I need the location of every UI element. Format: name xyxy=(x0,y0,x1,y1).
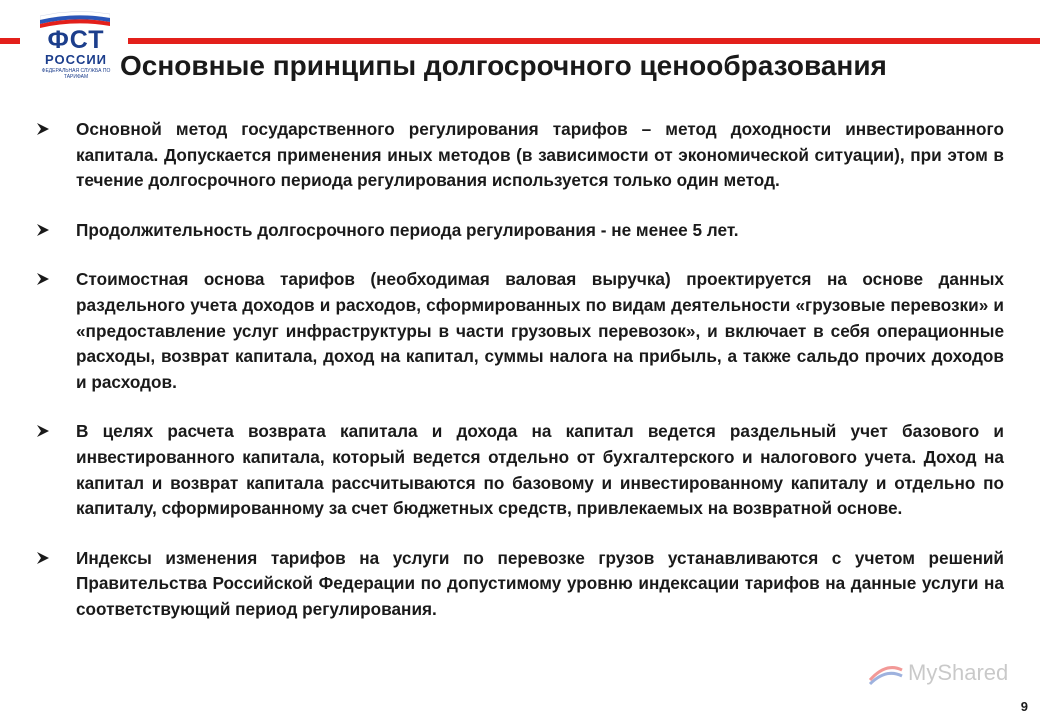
watermark xyxy=(868,660,1008,686)
bullet-item xyxy=(36,419,1004,521)
arrow-right-bullet-icon xyxy=(36,551,50,565)
arrow-right-bullet-icon xyxy=(36,223,50,237)
bullet-item xyxy=(36,117,1004,194)
slide-title: Основные принципы долгосрочного ценообразования xyxy=(120,50,887,81)
watermark-logo-icon xyxy=(868,660,904,686)
arrow-right-bullet-icon xyxy=(36,272,50,286)
bullet-item xyxy=(36,546,1004,623)
bullet-text: Основной метод государственного регулирования тарифов – метод доходности инвестированного капитала. Допускается применения иных методов (в зависимости от экономической ситуации), при этом в течение долгосрочного периода регулирования используется только один метод. xyxy=(76,119,1004,191)
bullet-list xyxy=(36,117,1004,647)
logo-text-russia: РОССИИ xyxy=(44,52,108,67)
bullet-item xyxy=(36,218,1004,244)
bullet-text: Стоимостная основа тарифов (необходимая валовая выручка) проектируется на основе данных раздельного учета доходов и расходов, сформированных по видам деятельности «грузовые перевозки» и «предоставление услуг инфраструктуры в части грузовых перевозок», и включает в себя операционные расходы, возврат капитала, доход на капитал, суммы налога на прибыль, а также сальдо прочих доходов и расходов. xyxy=(76,269,1004,392)
bullet-item xyxy=(36,267,1004,395)
arrow-right-bullet-icon xyxy=(36,424,50,438)
arrow-right-bullet-icon xyxy=(36,122,50,136)
logo-subtitle: ФЕДЕРАЛЬНАЯ СЛУЖБА ПО ТАРИФАМ xyxy=(41,68,111,80)
header-red-bar xyxy=(0,38,1040,44)
watermark-text: MyShared xyxy=(908,660,1009,685)
bullet-text: В целях расчета возврата капитала и дохода на капитал ведется раздельный учет базового и инвестированного капитала, который ведется отдельно от бухгалтерского и налогового учета. Доход на капитал и возврат капитала рассчитываются по базовому и инвестированному капиталу и отдельно по капиталу, сформированному за счет бюджетных средств, привлекаемых на возвратной основе. xyxy=(76,421,1004,519)
logo-text-fst: ФСТ xyxy=(47,26,105,54)
fst-logo xyxy=(20,0,128,92)
page-number: 9 xyxy=(1020,699,1028,714)
bullet-text: Индексы изменения тарифов на услуги по перевозке грузов устанавливаются с учетом решений Правительства Российской Федерации по допустимому уровню индексации тарифов на данные услуги на соответствующий период регулирования. xyxy=(76,547,1004,619)
bullet-text: Продолжительность долгосрочного периода регулирования - не менее 5 лет. xyxy=(76,219,739,240)
